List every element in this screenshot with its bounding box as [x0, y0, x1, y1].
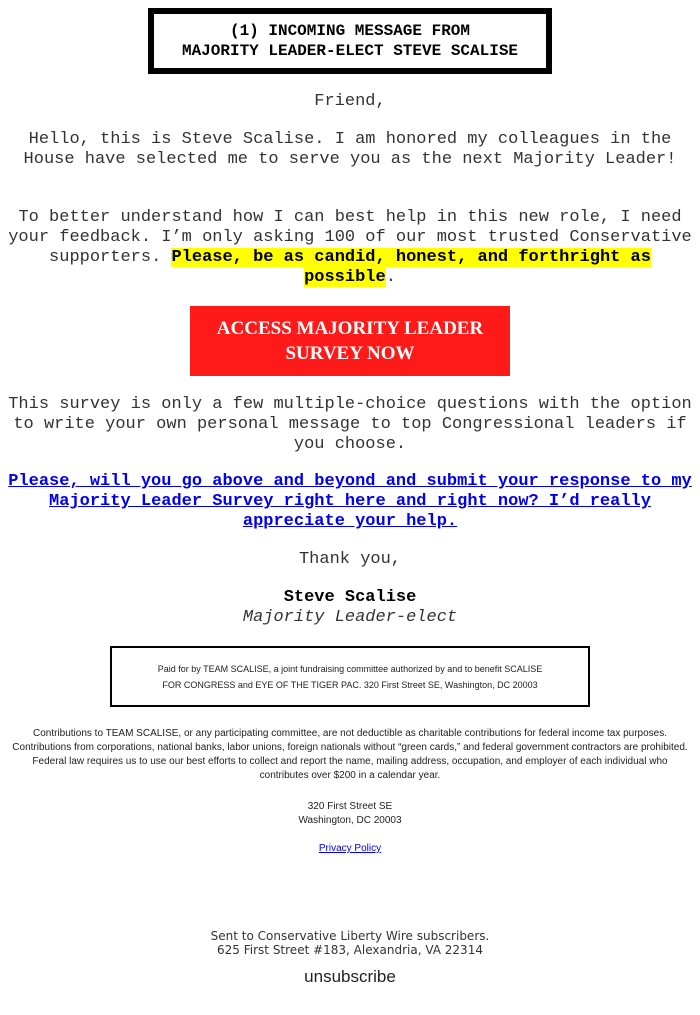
footer-address: 625 First Street #183, Alexandria, VA 22314	[217, 943, 483, 957]
signature	[6, 588, 694, 628]
address-line-2: Washington, DC 20003	[298, 815, 402, 826]
paragraph-feedback	[6, 208, 694, 288]
paid-for-line-1: Paid for by TEAM SCALISE, a joint fundraising committee authorized by and to benefit SCALISE	[157, 663, 543, 674]
cta-line-2: SURVEY NOW	[285, 343, 415, 364]
paragraph-feedback-end: .	[385, 268, 396, 287]
greeting: Friend,	[314, 92, 386, 111]
closing: Thank you,	[298, 550, 402, 569]
paid-for-line-2: FOR CONGRESS and EYE OF THE TIGER PAC. 320 First Street SE, Washington, DC 20003	[162, 679, 538, 690]
paragraph-survey-info: This survey is only a few multiple-choice questions with the option to write your own personal message to top Congressional leaders if you choose.	[8, 395, 692, 454]
contribution-disclaimer: Contributions to TEAM SCALISE, or any participating committee, are not deductible as charitable contributions for federal income tax purposes. Contributions from corporations, national banks, labor unions, foreign nationals without “green cards,” and federal government contractors are prohibited. Federal law requires us to use our best efforts to collect and report the name, mailing address, occupation, and employer of each individual who contributes over $200 in a calendar year.	[12, 728, 688, 781]
highlighted-request: Please, be as candid, honest, and forthright as possible	[171, 248, 651, 287]
unsubscribe-link[interactable]: unsubscribe	[304, 967, 396, 986]
paragraph-intro: Hello, this is Steve Scalise. I am honored my colleagues in the House have selected me to serve you as the next Majority Leader!	[23, 130, 677, 169]
signature-title: Majority Leader-elect	[242, 608, 458, 627]
survey-link[interactable]: Please, will you go above and beyond and submit your response to my Majority Leader Survey right here and right now? I’d really appreciate your help.	[8, 472, 692, 531]
paragraph-feedback-text: To better understand how I can best help in this new role, I need your feedback. I’m only asking 100 of our most trusted Conservative supporters.	[8, 208, 692, 267]
paid-for-box	[110, 646, 590, 707]
message-header-box	[148, 8, 552, 74]
header-line-2: MAJORITY LEADER-ELECT STEVE SCALISE	[181, 42, 519, 60]
privacy-policy-link[interactable]: Privacy Policy	[318, 843, 382, 854]
header-line-1: (1) INCOMING MESSAGE FROM	[229, 22, 471, 40]
cta-line-1: ACCESS MAJORITY LEADER	[216, 318, 484, 339]
footer-sent-to: Sent to Conservative Liberty Wire subscribers.	[210, 929, 490, 943]
access-survey-button[interactable]	[190, 306, 510, 376]
address-line-1: 320 First Street SE	[307, 801, 393, 812]
signature-name: Steve Scalise	[283, 588, 417, 607]
survey-link-block	[6, 472, 694, 532]
privacy-policy-row	[10, 842, 690, 856]
mailing-address	[10, 800, 690, 828]
